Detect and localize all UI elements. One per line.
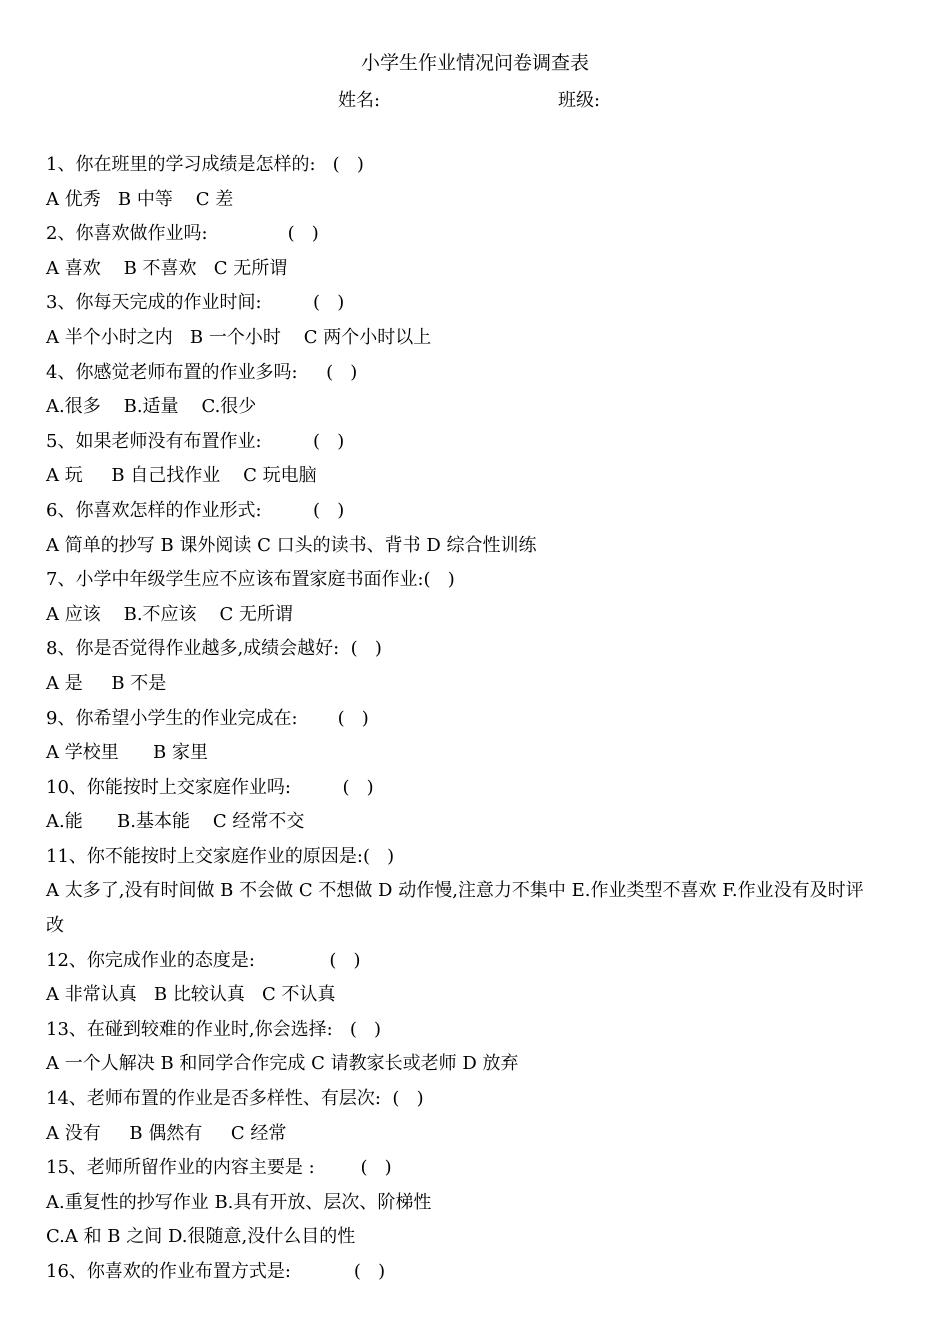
options-12: A 非常认真 B 比较认真 C 不认真 [46,984,336,1006]
question-10: 10、你能按时上交家庭作业吗: ( ) [46,776,374,798]
options-9: A 学校里 B 家里 [46,742,208,764]
options-11: A 太多了,没有时间做 B 不会做 C 不想做 D 动作慢,注意力不集中 E.作业类型不喜欢 F.作业没有及时评 [46,880,864,902]
question-5: 5、如果老师没有布置作业: ( ) [46,430,345,452]
question-8: 8、你是否觉得作业越多,成绩会越好: ( ) [46,638,382,660]
question-12: 12、你完成作业的态度是: ( ) [46,949,361,971]
options-7: A 应该 B.不应该 C 无所谓 [46,603,293,625]
options-6: A 简单的抄写 B 课外阅读 C 口头的读书、背书 D 综合性训练 [46,534,537,556]
options-11-continued: 改 [46,915,64,937]
question-2: 2、你喜欢做作业吗: ( ) [46,223,319,245]
questionnaire-body [46,148,914,1290]
options-15-a-b: A.重复性的抄写作业 B.具有开放、层次、阶梯性 [46,1191,432,1213]
question-9: 9、你希望小学生的作业完成在: ( ) [46,707,369,729]
question-11: 11、你不能按时上交家庭作业的原因是:( ) [46,845,395,867]
question-16: 16、你喜欢的作业布置方式是: ( ) [46,1261,386,1282]
question-6: 6、你喜欢怎样的作业形式: ( ) [46,499,345,521]
options-5: A 玩 B 自己找作业 C 玩电脑 [46,465,317,487]
options-8: A 是 B 不是 [46,672,167,694]
options-3: A 半个小时之内 B 一个小时 C 两个小时以上 [46,326,432,348]
question-15: 15、老师所留作业的内容主要是 : ( ) [46,1157,392,1179]
question-4: 4、你感觉老师布置的作业多吗: ( ) [46,361,358,383]
options-4: A.很多 B.适量 C.很少 [46,396,257,418]
class-label: 班级: [558,90,601,111]
question-13: 13、在碰到较难的作业时,你会选择: ( ) [46,1018,382,1040]
page-title: 小学生作业情况问卷调查表 [360,52,589,74]
question-1: 1、你在班里的学习成绩是怎样的: ( ) [46,154,364,175]
options-13: A 一个人解决 B 和同学合作完成 C 请教家长或老师 D 放弃 [46,1053,519,1075]
options-2: A 喜欢 B 不喜欢 C 无所谓 [46,257,288,279]
question-3: 3、你每天完成的作业时间: ( ) [46,292,345,314]
question-7: 7、小学中年级学生应不应该布置家庭书面作业:( ) [46,569,455,591]
options-1: A 优秀 B 中等 C 差 [46,188,234,210]
options-14: A 没有 B 偶然有 C 经常 [46,1122,287,1144]
options-10: A.能 B.基本能 C 经常不交 [46,811,305,833]
question-14: 14、老师布置的作业是否多样性、有层次: ( ) [46,1088,424,1110]
options-15-c-d: C.A 和 B 之间 D.很随意,没什么目的性 [46,1226,356,1248]
name-label: 姓名: [338,90,381,111]
